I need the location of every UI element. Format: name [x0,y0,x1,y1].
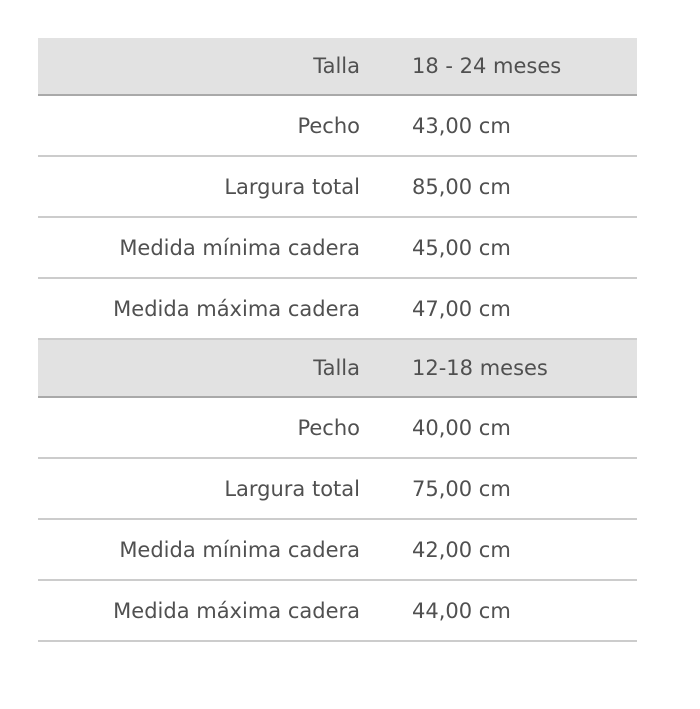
measurement-label: Pecho [297,113,360,138]
table-row [38,459,637,520]
measurement-value: 43,00 cm [412,113,511,138]
table-row [38,581,637,642]
table-row [38,157,637,218]
table-row [38,398,637,459]
measurement-value: 75,00 cm [412,476,511,501]
measurement-label: Medida máxima cadera [113,296,360,321]
measurement-label: Medida mínima cadera [119,235,360,260]
measurement-label: Largura total [224,476,360,501]
measurement-label: Pecho [297,415,360,440]
table-row [38,279,637,340]
measurement-value: 40,00 cm [412,415,511,440]
size-table-section-2 [38,340,637,642]
table-row [38,218,637,279]
size-header-value: 12-18 meses [412,356,548,380]
size-table-section-1 [38,38,637,340]
measurement-value: 47,00 cm [412,296,511,321]
size-header-value: 18 - 24 meses [412,54,562,78]
measurement-value: 85,00 cm [412,174,511,199]
measurement-value: 44,00 cm [412,598,511,623]
table-row [38,96,637,157]
table-row [38,520,637,581]
size-measurements-table [38,38,637,642]
measurement-value: 45,00 cm [412,235,511,260]
size-header-label: Talla [313,356,360,380]
size-header-row [38,38,637,96]
measurement-label: Medida mínima cadera [119,537,360,562]
size-header-row [38,340,637,398]
measurement-value: 42,00 cm [412,537,511,562]
measurement-label: Largura total [224,174,360,199]
measurement-label: Medida máxima cadera [113,598,360,623]
size-header-label: Talla [313,54,360,78]
